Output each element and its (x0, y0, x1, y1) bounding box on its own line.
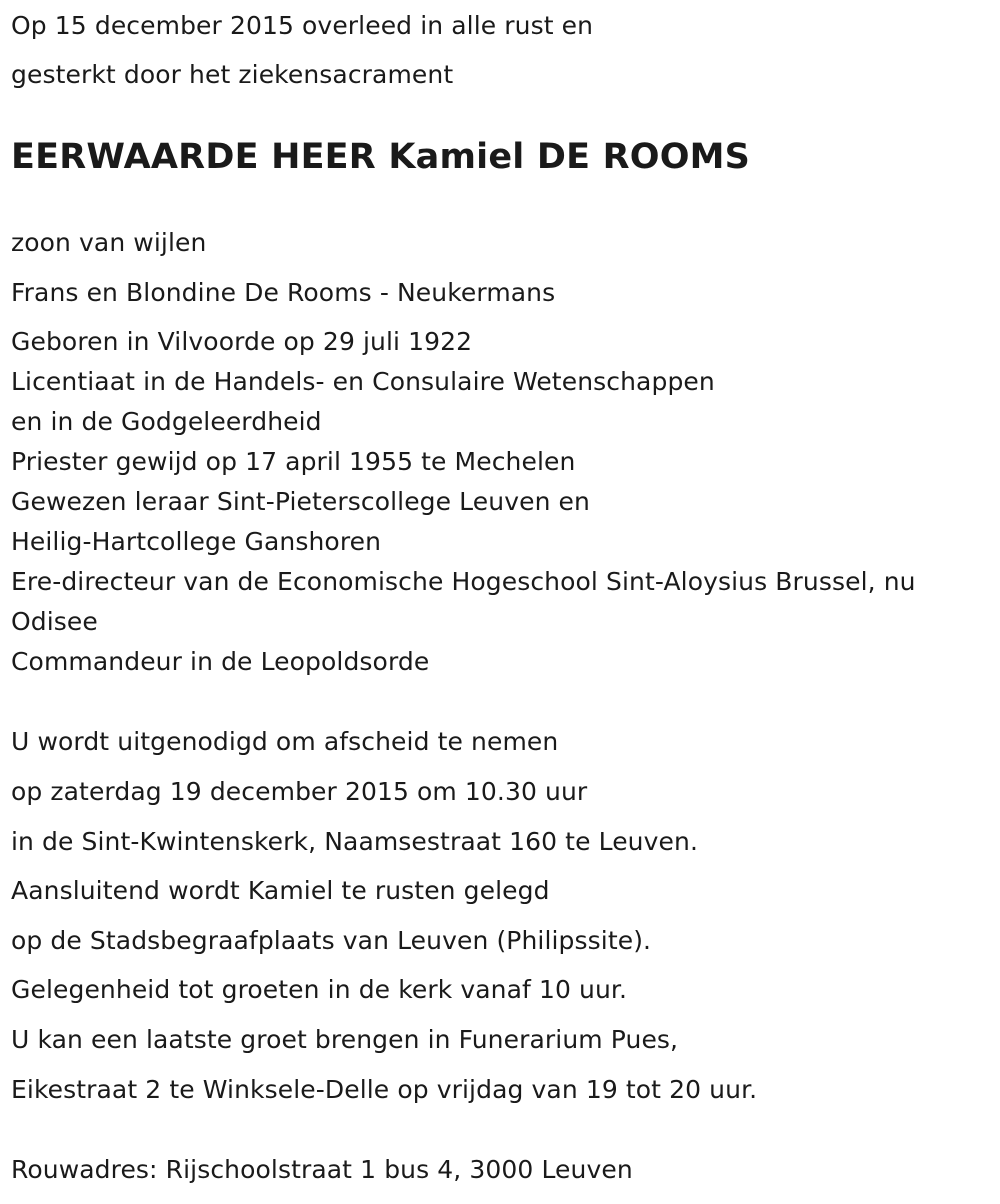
bio-line: Odisee (11, 607, 98, 636)
parents-label: zoon van wijlen (11, 228, 207, 257)
bio-line: Ere-directeur van de Economische Hogeschool Sint-Aloysius Brussel, nu (11, 567, 916, 596)
intro-line-2: gesterkt door het ziekensacrament (11, 60, 454, 89)
mourning-address: Rouwadres: Rijschoolstraat 1 bus 4, 3000 Leuven (11, 1155, 633, 1184)
ceremony-line: in de Sint-Kwintenskerk, Naamsestraat 160 te Leuven. (11, 827, 698, 856)
ceremony-line: U kan een laatste groet brengen in Funerarium Pues, (11, 1025, 679, 1054)
bio-line: en in de Godgeleerdheid (11, 407, 322, 436)
ceremony-line: U wordt uitgenodigd om afscheid te nemen (11, 727, 559, 756)
bio-line: Licentiaat in de Handels- en Consulaire Wetenschappen (11, 367, 715, 396)
bio-line: Commandeur in de Leopoldsorde (11, 647, 430, 676)
ceremony-line: Gelegenheid tot groeten in de kerk vanaf 10 uur. (11, 975, 628, 1004)
deceased-name: EERWAARDE HEER Kamiel DE ROOMS (11, 137, 751, 177)
bio-line: Heilig-Hartcollege Ganshoren (11, 527, 382, 556)
ceremony-line: Eikestraat 2 te Winksele-Delle op vrijdag van 19 tot 20 uur. (11, 1075, 758, 1104)
ceremony-line: Aansluitend wordt Kamiel te rusten gelegd (11, 876, 550, 905)
bio-line: Gewezen leraar Sint-Pieterscollege Leuven en (11, 487, 590, 516)
parents-names: Frans en Blondine De Rooms - Neukermans (11, 278, 556, 307)
bio-line: Priester gewijd op 17 april 1955 te Mechelen (11, 447, 576, 476)
ceremony-line: op de Stadsbegraafplaats van Leuven (Philipssite). (11, 926, 652, 955)
intro-line-1: Op 15 december 2015 overleed in alle rust en (11, 11, 594, 40)
bio-line: Geboren in Vilvoorde op 29 juli 1922 (11, 327, 473, 356)
ceremony-line: op zaterdag 19 december 2015 om 10.30 uur (11, 777, 588, 806)
